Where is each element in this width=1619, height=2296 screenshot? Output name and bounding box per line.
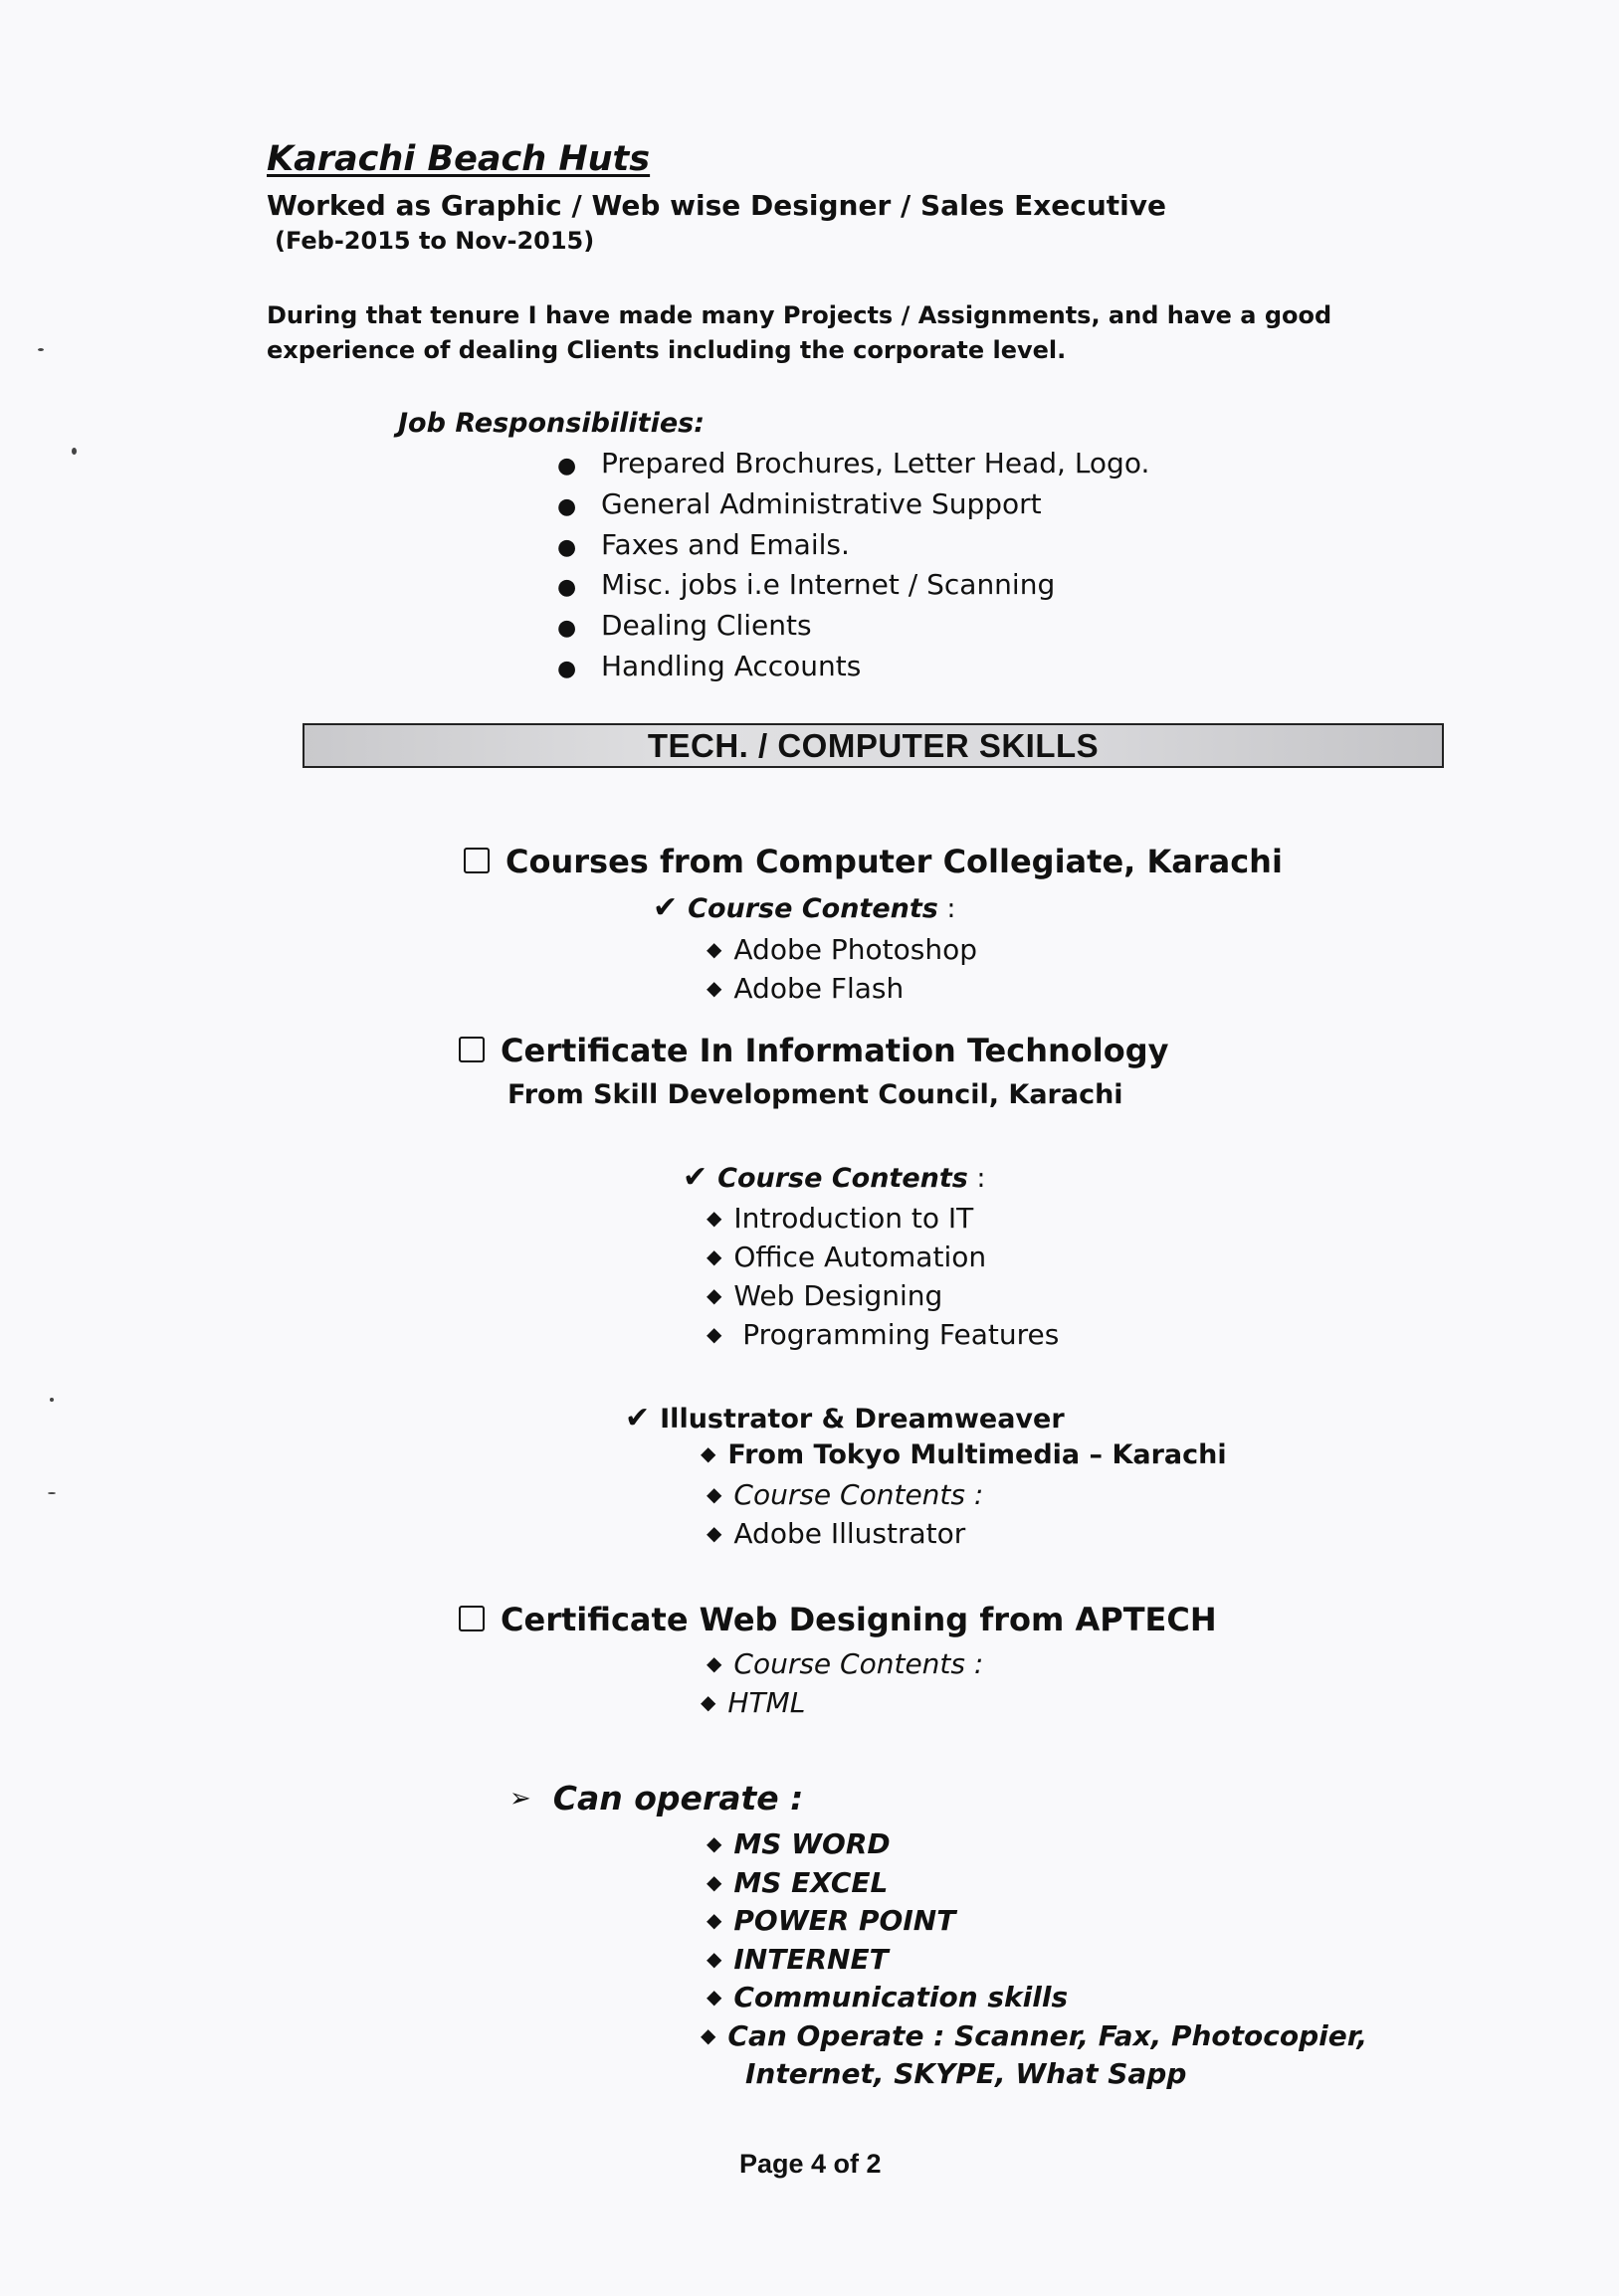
diamond-bullet-icon: ◆ [707,1482,722,1506]
tenure-description: During that tenure I have made many Projects / Assignments, and have a good experience of dealing Clients including the corporate level. [267,301,1332,364]
diamond-bullet-icon: ◆ [701,2023,716,2047]
course-title: Courses from Computer Collegiate, Karachi [464,843,1283,880]
checkmark-icon: ✔ [625,1401,651,1435]
diamond-bullet-icon: ◆ [707,1283,722,1307]
list-item: ● General Administrative Support [557,484,1149,525]
list-item: ◆ Communication skills [707,1981,1069,2013]
diamond-bullet-icon: ◆ [707,1244,722,1268]
list-item-continuation: Internet, SKYPE, What Sapp [745,2057,1187,2090]
course-contents-label: ◆ Course Contents : [707,1647,984,1680]
list-item: ◆ POWER POINT [707,1904,956,1937]
list-item: ● Handling Accounts [557,647,1149,687]
can-operate-heading: ➢ Can operate : [509,1779,804,1818]
checkbox-icon [464,848,490,873]
course-provider: From Skill Development Council, Karachi [507,1079,1123,1110]
diamond-bullet-icon: ◆ [707,1870,722,1894]
diamond-bullet-icon: ◆ [707,1985,722,2009]
course-contents-label: ◆ Course Contents : [707,1478,984,1511]
diamond-bullet-icon: ◆ [707,1651,722,1675]
list-item: ◆ Web Designing [707,1279,943,1312]
course-title: ✔ Illustrator & Dreamweaver [625,1401,1065,1435]
diamond-bullet-icon: ◆ [707,1521,722,1545]
checkbox-icon [459,1606,485,1631]
bullet-icon: ● [557,656,577,681]
responsibilities-list [557,444,1149,687]
checkbox-icon [459,1037,485,1062]
list-item: ◆ MS WORD [707,1827,891,1860]
skills-section-banner: TECH. / COMPUTER SKILLS [303,723,1444,768]
diamond-bullet-icon: ◆ [707,976,722,1000]
responsibilities-heading: Job Responsibilities: [398,408,706,439]
list-item: ◆ Introduction to IT [707,1202,974,1235]
list-item: ◆ Programming Features [707,1318,1060,1351]
diamond-bullet-icon: ◆ [707,1831,722,1855]
list-item: ◆ Adobe Photoshop [707,933,977,966]
list-item: ◆ Office Automation [707,1241,987,1273]
diamond-bullet-icon: ◆ [707,937,722,961]
job-dates: (Feb-2015 to Nov-2015) [275,227,595,255]
bullet-icon: ● [557,493,577,519]
course-contents-label: ✔ Course Contents : [653,890,956,925]
diamond-bullet-icon: ◆ [707,1206,722,1230]
bullet-icon: ● [557,575,577,601]
diamond-bullet-icon: ◆ [707,1908,722,1932]
bullet-icon: ● [557,454,577,478]
list-item: ● Dealing Clients [557,606,1149,647]
course-contents-label: ✔ Course Contents : [683,1160,986,1195]
list-item: ◆ Can Operate : Scanner, Fax, Photocopier, [701,2019,1368,2052]
list-item: ◆ INTERNET [707,1943,889,1976]
scan-speck [38,348,44,351]
list-item: ● Misc. jobs i.e Internet / Scanning [557,565,1149,606]
list-item: ◆ HTML [701,1686,806,1719]
diamond-bullet-icon: ◆ [701,1441,716,1465]
diamond-bullet-icon: ◆ [707,1947,722,1971]
list-item: ● Prepared Brochures, Letter Head, Logo. [557,444,1149,484]
checkmark-icon: ✔ [683,1160,708,1195]
page-number: Page 4 of 2 [739,2149,882,2179]
course-title: Certificate In Information Technology [459,1032,1168,1069]
checkmark-icon: ✔ [653,890,679,925]
scan-speck [50,1398,54,1402]
scan-speck [48,1492,56,1494]
list-item: ◆ MS EXCEL [707,1866,889,1899]
course-provider: ◆ From Tokyo Multimedia – Karachi [701,1439,1227,1470]
list-item: ◆ Adobe Illustrator [707,1517,966,1550]
diamond-bullet-icon: ◆ [701,1690,716,1714]
diamond-bullet-icon: ◆ [707,1322,722,1346]
job-role: Worked as Graphic / Web wise Designer / Sales Executive [267,189,1166,222]
bullet-icon: ● [557,534,577,560]
course-title: Certificate Web Designing from APTECH [459,1601,1217,1638]
scan-speck [72,448,77,455]
arrow-bullet-icon: ➢ [509,1784,531,1814]
list-item: ● Faxes and Emails. [557,525,1149,566]
company-name: Karachi Beach Huts [267,139,651,179]
list-item: ◆ Adobe Flash [707,972,905,1005]
bullet-icon: ● [557,616,577,642]
